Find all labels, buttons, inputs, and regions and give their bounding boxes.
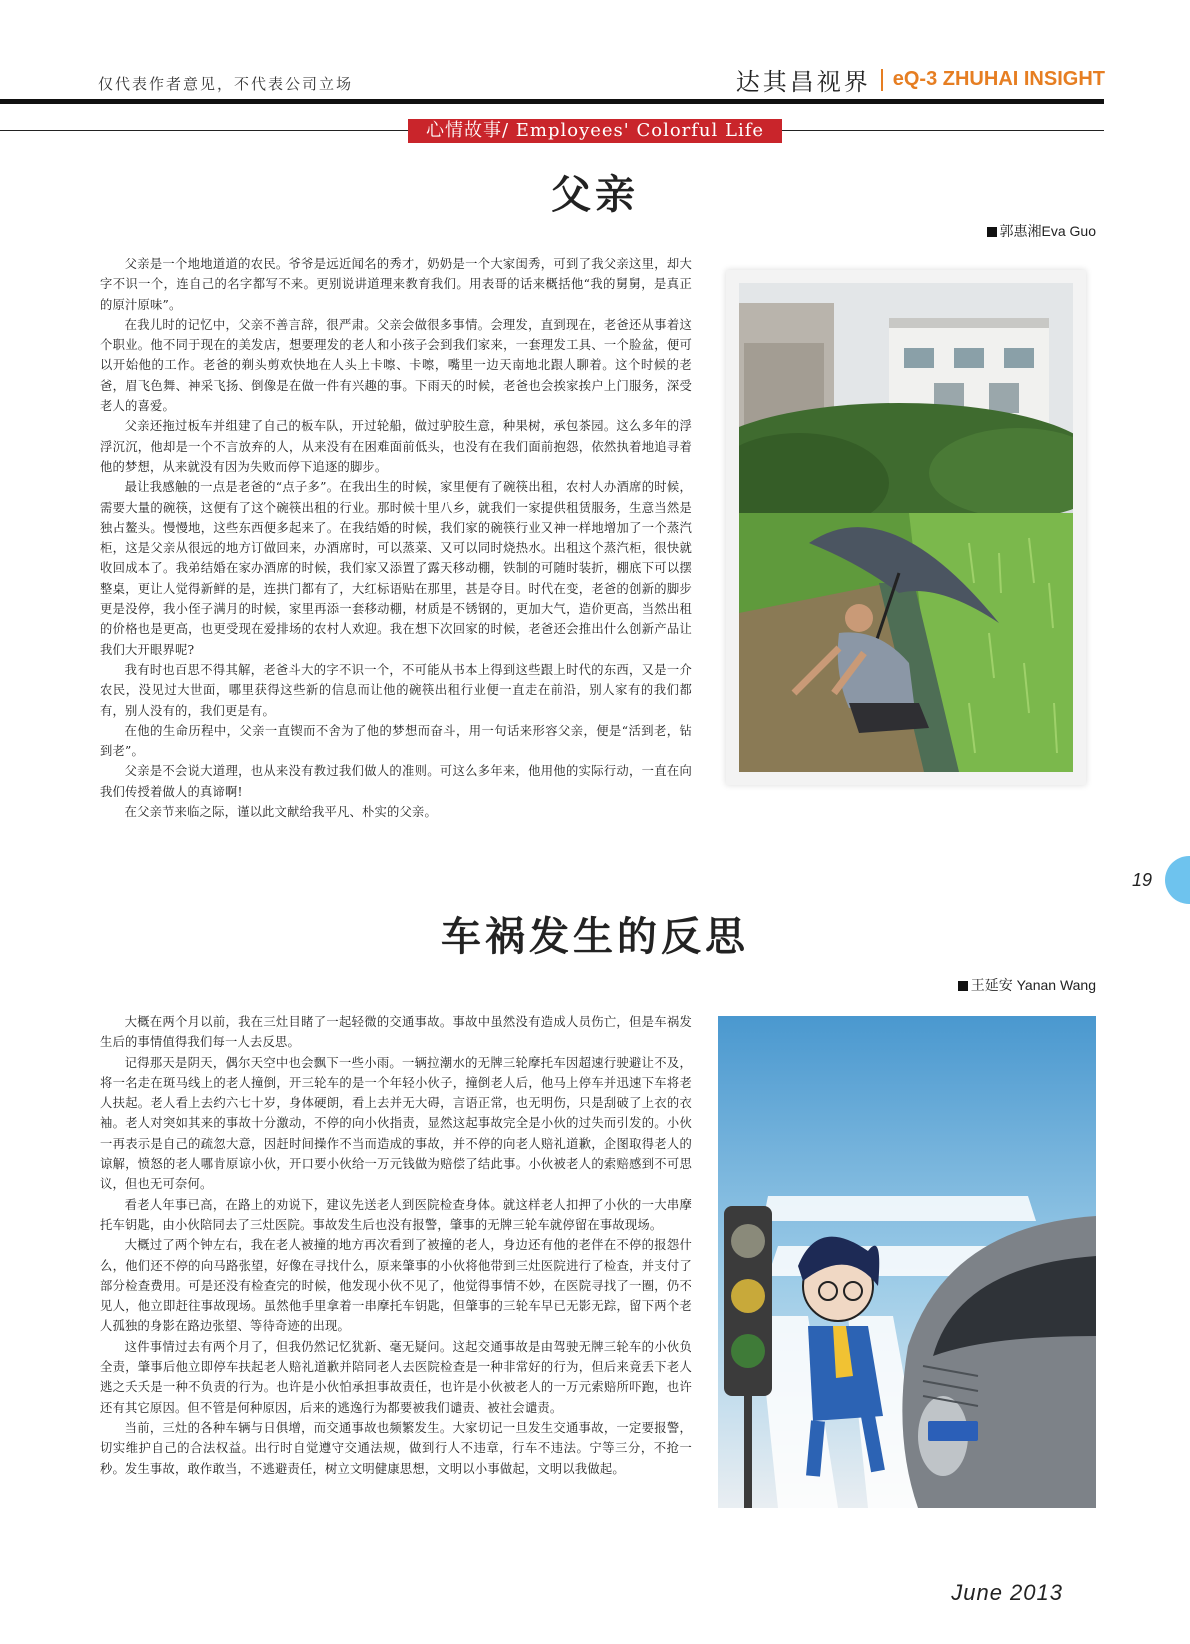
section-tab: 心情故事/ Employees' Colorful Life — [408, 119, 782, 143]
article1-body — [100, 254, 692, 822]
article2-byline — [958, 975, 1096, 995]
byline-square-icon — [987, 227, 997, 237]
article1-paragraph: 最让我感触的一点是老爸的“点子多”。在我出生的时候，家里便有了碗筷出租，农村人办酒席的时候，需要大量的碗筷，这便有了这个碗筷出租的行业。那时候十里八乡，就我们一家提供租赁服务，生意当然是独占鳌头。慢慢地，这些东西便多起来了。在我结婚的时候，我们家的碗筷行业又神一样地增加了一个蒸汽柜，这是父亲从很远的地方订做回来，办酒席时，可以蒸菜、又可以同时烧热水。出租这个蒸汽柜，很快就收回成本了。我弟结婚在家办酒席的时候，我们家又添置了露天移动棚，铁制的可随时装折，棚底下可以摆整桌，更让人觉得新鲜的是，连拱门都有了，大红标语贴在那里，甚是夺目。时代在变，老爸的创新的脚步更是没停，我小侄子满月的时候，家里再添一套移动棚，材质是不锈钢的，更加大气，造价更高，当然出租的价格也是更高，也更受现在爱排场的农村人欢迎。我在想下次回家的时候，老爸还会推出什么创新产品让我们大开眼界呢? — [100, 480, 692, 657]
article2-author: 王延安 Yanan Wang — [970, 977, 1096, 993]
byline-square-icon — [958, 981, 968, 991]
article1-paragraph: 父亲是一个地地道道的农民。爷爷是远近闻名的秀才，奶奶是一个大家闺秀，可到了我父亲这里，却大字不识一个，连自己的名字都写不来。更别说讲道理来教育我们。用表哥的话来概括他“我的舅舅，是真正的原汁原味”。 — [100, 257, 692, 312]
disclaimer-text: 仅代表作者意见，不代表公司立场 — [98, 75, 354, 93]
car-illustration-frame — [718, 1016, 1096, 1508]
car-crosswalk-illustration — [718, 1016, 1096, 1508]
article2-paragraph: 记得那天是阴天，偶尔天空中也会飘下一些小雨。一辆拉潮水的无牌三轮摩托车因超速行驶避让不及，将一名走在斑马线上的老人撞倒，开三轮车的是一个年轻小伙子，撞倒老人后，他马上停车并迅速下车将老人扶起。老人看上去约六七十岁，身体硬朗，看上去并无大碍，言语正常，也无明伤，只是刮破了上衣的衣袖。老人对突如其来的事故十分激动，不停的向小伙指责，显然这起事故完全是小伙的过失而引发的。小伙一再表示是自己的疏忽大意，因赶时间操作不当而造成的事故，并不停的向老人赔礼道歉，企图取得老人的谅解，愤怒的老人哪肯原谅小伙，开口要小伙给一万元钱做为赔偿了结此事。小伙被老人的索赔感到不可思议，但也无可奈何。 — [100, 1055, 692, 1192]
article2-paragraph: 大概过了两个钟左右，我在老人被撞的地方再次看到了被撞的老人，身边还有他的老伴在不停的报怨什么，他们还不停的向马路张望，好像在寻找什么，原来肇事的小伙将他带到三灶医院进行了检查，并支付了部分检查费用。可是还没有检查完的时候，他发现小伙不见了，他觉得事情不妙，在医院寻找了一圈，仍不见人，他立即赶往事故现场。虽然他手里拿着一串摩托车钥匙，但肇事的三轮车早已无影无踪，留下两个老人孤独的身影在路边张望、等待奇迹的出现。 — [100, 1238, 692, 1334]
page-tab — [1165, 856, 1190, 904]
article1-author: 郭惠湘Eva Guo — [999, 223, 1096, 239]
article1-paragraph: 我有时也百思不得其解，老爸斗大的字不识一个，不可能从书本上得到这些跟上时代的东西，又是一介农民，没见过大世面，哪里获得这些新的信息而让他的碗筷出租行业便一直走在前沿，别人家有的我们都有，别人没有的，我们更是有。 — [100, 662, 692, 718]
article1-byline — [987, 221, 1096, 241]
article1-paragraph: 在他的生命历程中，父亲一直锲而不舍为了他的梦想而奋斗，用一句话来形容父亲，便是“活到老，钻到老”。 — [100, 723, 692, 759]
article1-paragraph: 父亲还拖过板车并组建了自己的板车队，开过轮船，做过驴胶生意，种果树，承包茶园。这么多年的浮浮沉沉，他却是一个不言放弃的人，从来没有在困难面前低头，也没有在我们面前抱怨，依然执着地追寻着他的梦想，从来就没有因为失败而停下追逐的脚步。 — [100, 419, 692, 474]
article1-paragraph: 在父亲节来临之际，谨以此文献给我平凡、朴实的父亲。 — [124, 805, 438, 820]
column-name-cn: 达其昌视界 — [735, 68, 871, 96]
article1-paragraph: 在我儿时的记忆中，父亲不善言辞，很严肃。父亲会做很多事情。会理发，直到现在，老爸还从事着这个职业。他不同于现在的美发店，想要理发的老人和小孩子会到我们家来，一套理发工具、一个脸盆，便可以开始他的工作。老爸的剃头剪欢快地在人头上卡嚓、卡嚓，嘴里一边天南地北跟人聊着。这个时候的老爸，眉飞色舞、神采飞扬、倒像是在做一件有兴趣的事。下雨天的时候，老爸也会挨家挨户上门服务，深受老人的喜爱。 — [100, 317, 692, 414]
father-photo — [739, 283, 1073, 772]
article2-title: 车祸发生的反思 — [441, 913, 749, 960]
article2-paragraph: 当前，三灶的各种车辆与日俱增，而交通事故也频繁发生。大家切记一旦发生交通事故，一定要报警，切实维护自己的合法权益。出行时自觉遵守交通法规，做到行人不违章，行车不违法。宁等三分，不抢一秒。发生事故，敢作敢当，不逃避责任，树立文明健康思想，文明以小事做起，文明以我做起。 — [100, 1420, 692, 1476]
column-header — [736, 62, 1105, 97]
article1-paragraph: 父亲是不会说大道理，也从来没有教过我们做人的准则。可这么多年来，他用他的实际行动，一直在向我们传授着做人的真谛啊! — [100, 764, 692, 799]
article2-paragraph: 看老人年事已高，在路上的劝说下，建议先送老人到医院检查身体。就这样老人扣押了小伙的一大串摩托车钥匙，由小伙陪同去了三灶医院。事故发生后也没有报警，肇事的无牌三轮车就停留在事故现场。 — [100, 1197, 692, 1232]
header-divider — [881, 69, 883, 91]
article2-paragraph: 这件事情过去有两个月了，但我仍然记忆犹新、毫无疑问。这起交通事故是由驾驶无牌三轮车的小伙负全责，肇事后他立即停车扶起老人赔礼道歉并陪同老人去医院检查是一种非常好的行为，但后来竟丢下老人逃之夭夭是一种不负责的行为。也许是小伙怕承担事故责任，也许是小伙被老人的一万元索赔所吓跑，也许还有其它原因。但不管是何种原因，后来的逃逸行为都要被我们谴责、被社会谴责。 — [100, 1339, 692, 1415]
issue-date: June 2013 — [951, 1580, 1063, 1605]
article1-title: 父亲 — [551, 171, 639, 218]
page-number: 19 — [1132, 870, 1153, 890]
article2-paragraph: 大概在两个月以前，我在三灶目睹了一起轻微的交通事故。事故中虽然没有造成人员伤亡，但是车祸发生后的事情值得我们每一人去反思。 — [100, 1015, 692, 1050]
article2-body — [100, 1012, 692, 1479]
father-photo-frame — [726, 270, 1086, 785]
header-rule-thick — [0, 99, 1104, 104]
column-name-en: eQ-3 ZHUHAI INSIGHT — [892, 68, 1105, 90]
